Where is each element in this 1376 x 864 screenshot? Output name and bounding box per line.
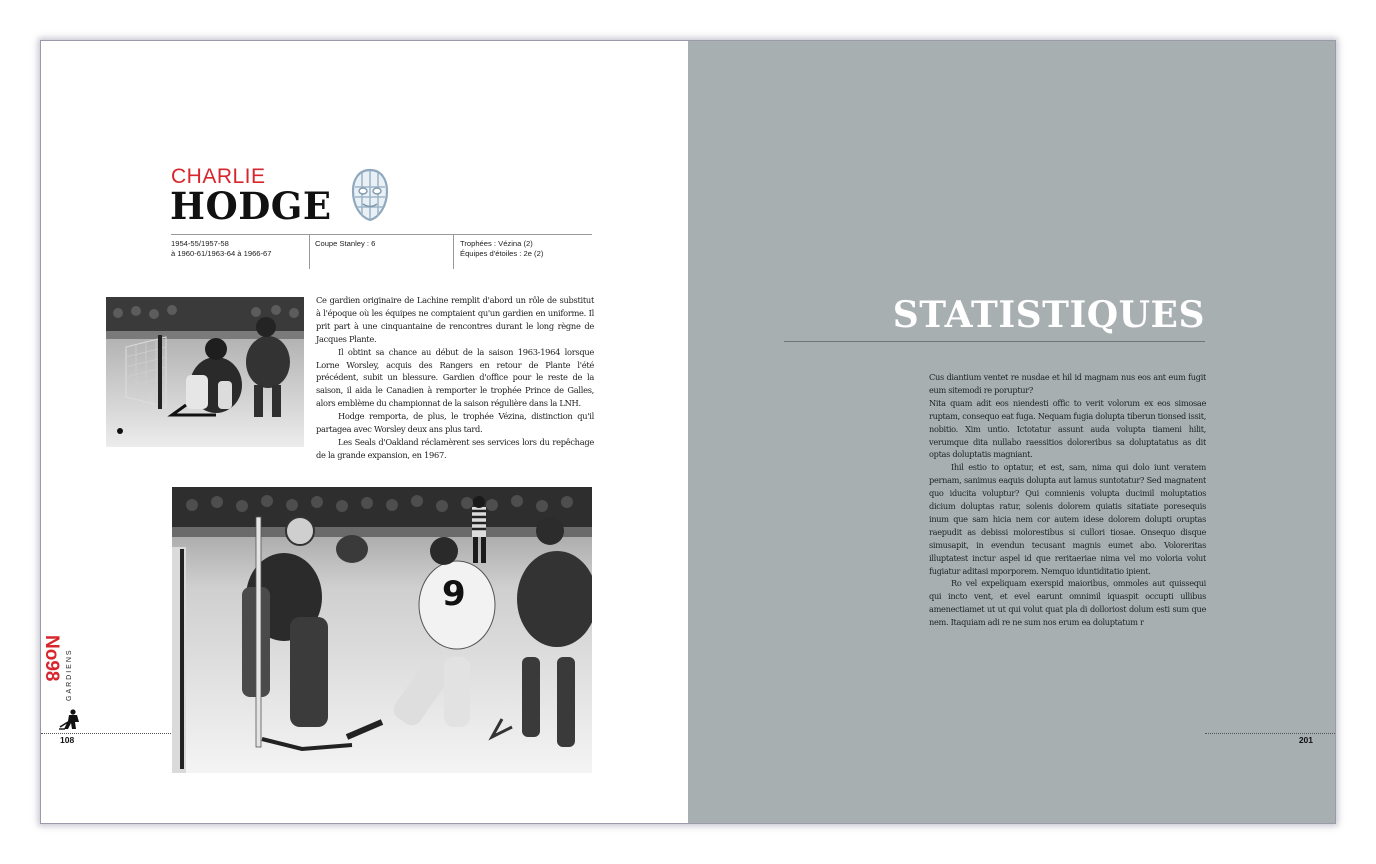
player-number-label: No98 [41,635,62,682]
goalie-photo-small [106,297,304,447]
section-label: GARDIENS [66,648,73,701]
info-cups: Coupe Stanley : 6 [315,239,376,248]
game-action-photo [172,487,592,773]
info-separator [453,235,454,269]
biography-text: Ce gardien originaire de Lachine remplit d'abord un rôle de substitut à l'époque où les équipes ne comptaient qu'un gardien en uniforme. Il prit part à une cinquantaine de rencontres durant le long règne de Jacques Plante. Il obtint sa chance au début de la saison 1963-1964 lorsque Lorne Worsley, acquis des Rangers en retour de Plante l'été précédent, subit un blessure. Gardien d'office pour le reste de la saison, il aida le Canadien à remporter le trophée Prince de Galles, alors emblème du championnat de la saison régulière dans la LNH. Hodge remporta, de plus, le trophée Vézina, distinction qu'il partagea avec Worsley deux ans plus tard. Les Seals d'Oakland réclamèrent ses services lors du repêchage de la grande expansion, en 1967. [316,295,594,460]
info-trophies: Trophées : Vézina (2) Équipes d'étoiles : 2e (2) [460,239,544,258]
info-separator [309,235,310,269]
title-divider [784,341,1205,342]
left-page [41,41,688,823]
folio-rule [1205,733,1335,734]
hockey-player-icon [58,709,84,731]
folio-rule [41,733,171,734]
info-seasons: 1954-55/1957-58 à 1960-61/1963-64 à 1966-67 [171,239,272,258]
statistics-text-clipped: Cus diantium ventet re nusdae et hil id magnam nus eos ant eum fugit eum sitemodi re poruptur? Nita quam adit eos niendesti offic to verit volorum ex eos simosae ruptam, consequo eat fuga. Nequam fugia dolupta tiberun tionsed issit, nobitio. Xim untio. Ictotatur assunt auda volupta tiameni hilit, verumque dita nullabo raessitios doloreribus sa doluptatatus as dit optas doluptatis magniant. Ihil estio to optatur, et est, sam, nima qui dolo iunt veratem pernam, sanimus eaquis dolupta aut lamus suntotatur? Sed magnatent quo iducita voluptur? Qui comnienis volupta ducimil moluptatios dicium doluptas ratur, solenis dolorem quiatis sitatiate poresequis inum que sam hicia nem cor autem idese dolorem dolupti oruptas raepudit as debissi molorestibus si cullori tiosae. Onsequo disque simusapit, in evendun tecusant magnis eumet abo. Voloreritas illuptatest inctur aspel id que reritaeriae nima vel mo voloria volut fugiatur aditasi mporporem. Nemquo iduntiditatio ipient. [929,372,1206,576]
name-divider [171,234,592,235]
right-page [688,41,1335,823]
page-number-right: 201 [1298,735,1313,745]
statistics-title: STATISTIQUES [892,294,1205,336]
player-last-name: HODGE [170,184,332,228]
page-number-left: 108 [60,735,75,745]
book-spread [40,40,1336,824]
svg-text:9: 9 [442,574,466,614]
player-first-name: CHARLIE [171,165,266,188]
statistics-text: Cus diantium ventet re nusdae et hil id magnam nus eos ant eum fugit eum sitemodi re poruptur? Nita quam adit eos niendesti offic to verit volorum ex eos simosae ruptam, consequo eat fuga. Nequam fugia dolupta tiberun tionsed issit, nobitio. Xim untio. Ictotatur assunt auda volupta tiameni hilit, verumque dita nullabo raessitios doloreribus sa doluptatatus as dit optas doluptatis magniant. Ihil estio to optatur, et est, sam, nima qui dolo iunt veratem pernam, sanimus eaquis dolupta aut lamus suntotatur? Sed magnatent quo iducita voluptur? Qui comnienis volupta ducimil moluptatios dicium doluptas ratur, solenis dolorem quiatis sitatiate poresequis inum que sam hicia nem cor autem idese dolorem dolupti oruptas raepudit as debissi molorestibus si cullori tiosae. Onsequo disque simusapit, in evendun tecusant magnis eumet abo. Voloreritas illuptatest inctur aspel id que reritaeriae nima vel mo voloria volut fugiatur aditasi mporporem. Nemquo iduntiditatio ipient. Ro vel expeliquam exerspid maioribus, ommoles aut quissequi qui incto vent, et evel earunt omnimil iquaspit occupti ullibus amenectiamet ut ut qui volut quat pla di dolloriost dolum esti sum que nem. Itaquiam adi re ne sum nos erum ea doluptatum r [929,372,1206,627]
goalie-mask-icon [349,167,391,223]
